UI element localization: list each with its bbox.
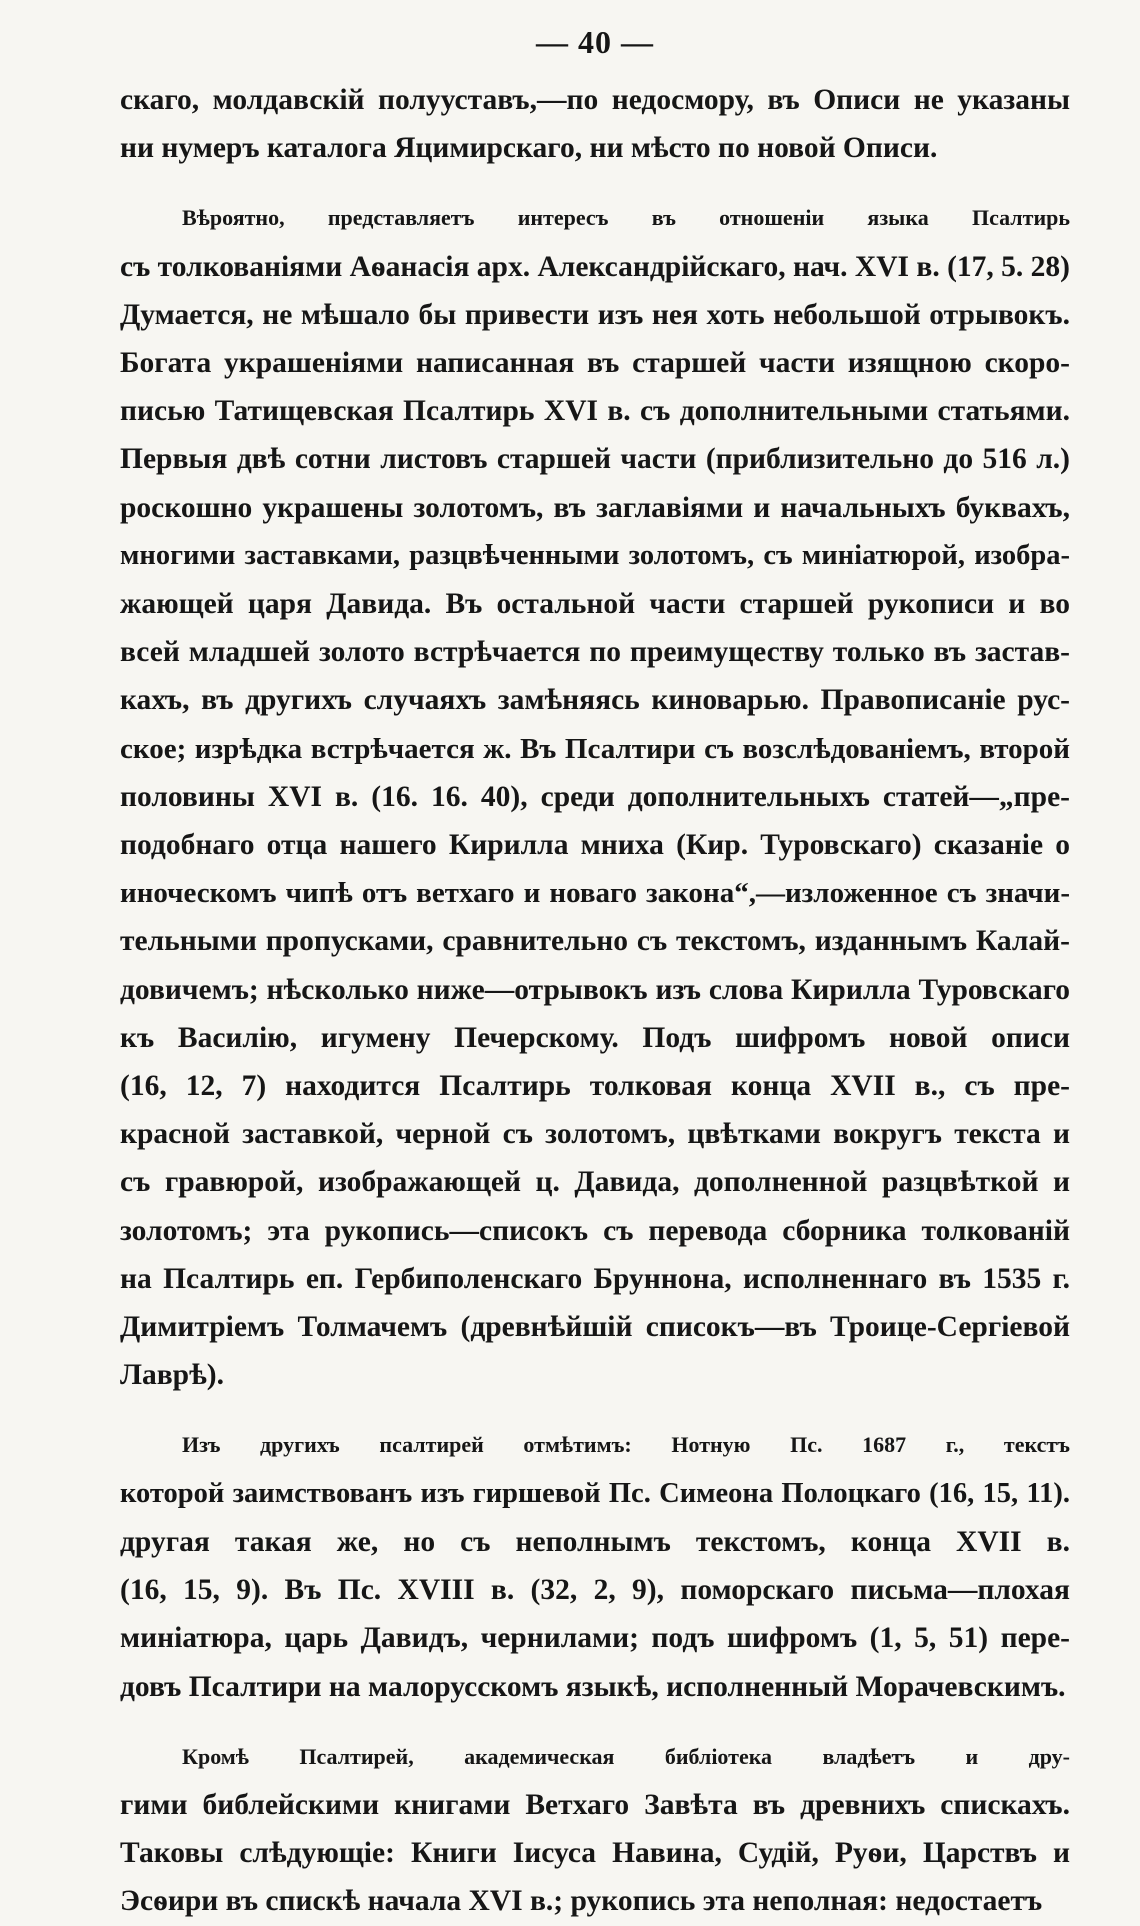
text-line: скаго, молдавскій полууставъ,—по недосмору, въ Описи не указаны (120, 84, 1070, 116)
text-line: Богата украшеніями написанная въ старшей части изящною скоро- (120, 347, 1070, 380)
paragraph-gap (120, 172, 1070, 194)
text-line: ни нумеръ каталога Яцимирскаго, ни мѣсто по новой Описи. (120, 132, 938, 165)
text-line: съ толкованіями Аѳанасія арх. Александрійскаго, нач. XVI в. (17, 5. 28) (120, 250, 1070, 283)
text-line: половины XVI в. (16. 16. 40), среди дополнительныхъ статей—„пре- (120, 780, 1070, 813)
text-line: миніатюра, царь Давидъ, чернилами; подъ шифромъ (1, 5, 51) пере- (120, 1622, 1070, 1655)
paragraph-gap (120, 1399, 1070, 1421)
text-line: къ Василію, игумену Печерскому. Подъ шифромъ новой описи (120, 1021, 1070, 1054)
paragraph-p4 (120, 1733, 1070, 1926)
text-line: подобнаго отца нашего Кирилла мниха (Кир. Туровскаго) сказаніе о (120, 829, 1070, 862)
text-line: иноческомъ чипѣ отъ ветхаго и новаго закона“,—изложенное съ значи- (120, 877, 1070, 910)
text-line: жающей царя Давида. Въ остальной части старшей рукописи и во (120, 588, 1070, 621)
paragraph-p1 (120, 76, 1070, 172)
text-line: всей младшей золото встрѣчается по преимуществу только въ застав- (120, 636, 1070, 669)
text-line: кахъ, въ другихъ случаяхъ замѣняясь киноварью. Правописаніе рус- (120, 684, 1070, 717)
text-line: ское; изрѣдка встрѣчается ж. Въ Псалтири съ возслѣдованіемъ, второй (120, 732, 1070, 765)
text-line: Изъ другихъ псалтирей отмѣтимъ: Нотную Пс. 1687 г., текстъ (182, 1432, 1070, 1458)
text-line: довичемъ; нѣсколько ниже—отрывокъ изъ слова Кирилла Туровскаго (120, 973, 1070, 1006)
text-line: довъ Псалтири на малорусскомъ языкѣ, исполненный Морачевскимъ. (120, 1670, 1066, 1703)
paragraph-p2 (120, 194, 1070, 1399)
text-line: другая такая же, но съ неполнымъ текстомъ, конца XVII в. (120, 1525, 1070, 1558)
text-line: (16, 12, 7) находится Псалтирь толковая конца XVII в., съ пре- (120, 1070, 1070, 1103)
page-body (120, 76, 1070, 1926)
text-line: Первыя двѣ сотни листовъ старшей части (приблизительно до 516 л.) (120, 443, 1070, 476)
text-line: Лаврѣ). (120, 1359, 224, 1392)
text-line: писью Татищевская Псалтирь XVI в. съ дополнительными статьями. (120, 395, 1070, 428)
text-line: тельными пропусками, сравнительно съ текстомъ, изданнымъ Калай- (120, 925, 1070, 958)
text-line: (16, 15, 9). Въ Пс. XVIII в. (32, 2, 9), поморскаго письма—плохая (120, 1574, 1070, 1607)
text-line: многими заставками, разцвѣченными золотомъ, съ миніатюрой, изобра- (120, 539, 1070, 571)
text-line: Димитріемъ Толмачемъ (древнѣйшій списокъ—въ Троице-Сергіевой (120, 1311, 1070, 1344)
text-line: роскошно украшены золотомъ, въ заглавіями и начальныхъ буквахъ, (120, 491, 1070, 524)
document-page (120, 18, 1070, 1918)
text-line: Эсѳири въ спискѣ начала XVI в.; рукопись эта неполная: недостаетъ (120, 1885, 1043, 1918)
text-line: Вѣроятно, представляетъ интересъ въ отношеніи языка Псалтирь (182, 205, 1070, 231)
text-line: Кромѣ Псалтирей, академическая библіотека владѣетъ и дру- (182, 1743, 1070, 1769)
text-line: красной заставкой, черной съ золотомъ, цвѣтками вокругъ текста и (120, 1118, 1070, 1151)
text-line: на Псалтирь еп. Гербиполенскаго Бруннона, исполненнаго въ 1535 г. (120, 1262, 1070, 1295)
text-line: гими библейскими книгами Ветхаго Завѣта въ древнихъ спискахъ. (120, 1788, 1070, 1821)
text-line: Думается, не мѣшало бы привести изъ нея хоть небольшой отрывокъ. (120, 298, 1070, 331)
paragraph-p3 (120, 1421, 1070, 1710)
text-line: золотомъ; эта рукопись—списокъ съ перевода сборника толкованій (120, 1214, 1070, 1247)
text-line: съ гравюрой, изображающей ц. Давида, дополненной разцвѣткой и (120, 1166, 1070, 1199)
paragraph-gap (120, 1711, 1070, 1733)
page-number: — 40 — (536, 24, 654, 60)
text-line: которой заимствованъ изъ гиршевой Пс. Симеона Полоцкаго (16, 15, 11). (120, 1477, 1070, 1509)
text-line: Таковы слѣдующіе: Книги Іисуса Навина, Судій, Руѳи, Царствъ и (120, 1837, 1070, 1870)
